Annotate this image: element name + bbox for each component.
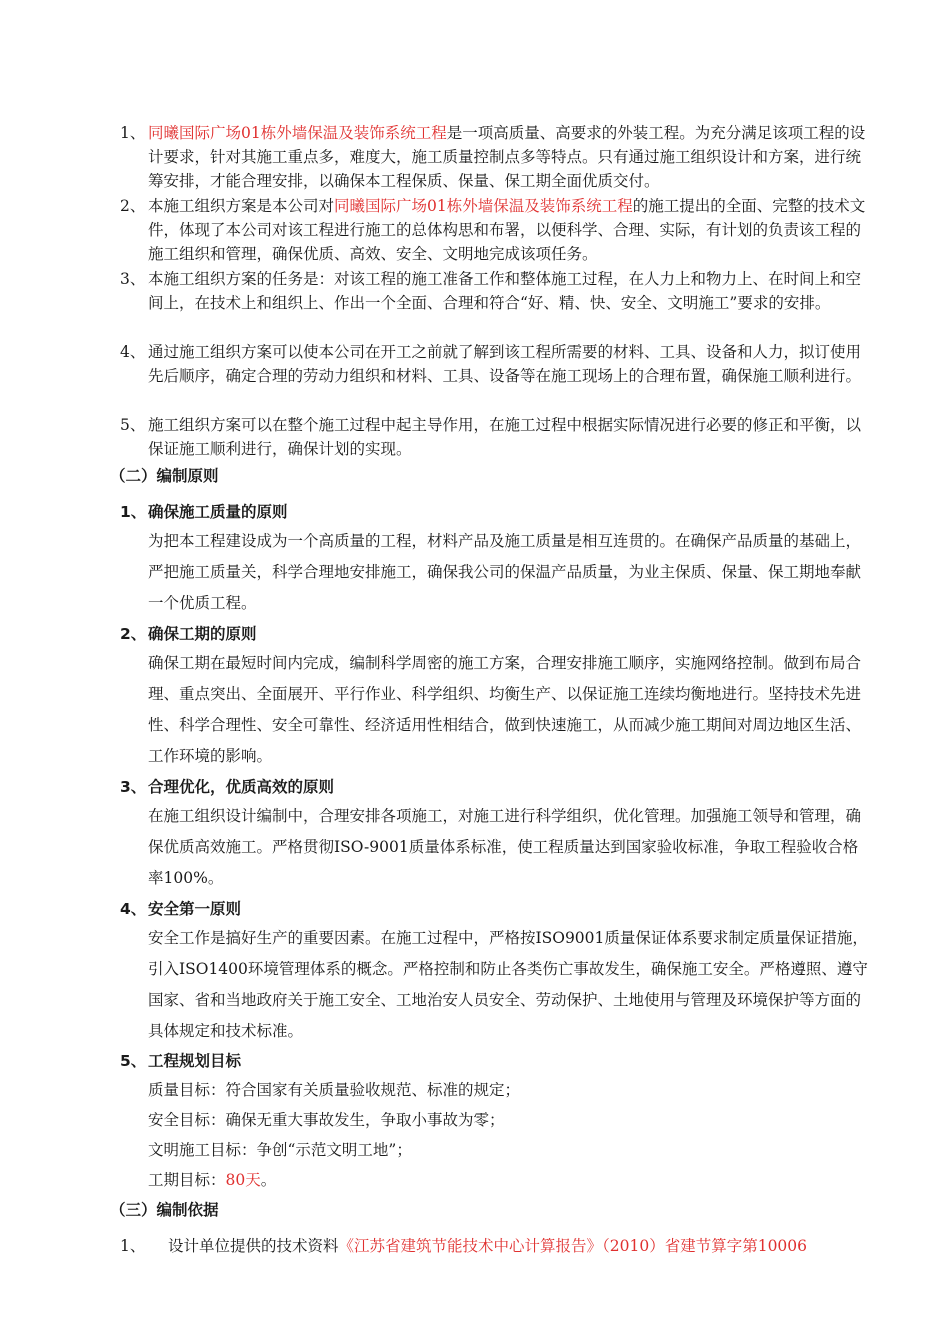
- section-heading-principles: （二）编制原则: [110, 467, 219, 485]
- principle-text-4: 安全工作是搞好生产的重要因素。在施工过程中，严格按ISO9001质量保证体系要求制定质量保证措施，引入ISO1400环境管理体系的概念。严格控制和防止各类伤亡事故发生，确保施工安全。严格遵照、遵守国家、省和当地政府关于施工安全、工地治安人员安全、劳动保护、土地使用与管理及环境保护等方面的具体规定和技术标准。: [148, 929, 868, 1040]
- principle-text-3: 在施工组织设计编制中，合理安排各项施工，对施工进行科学组织，优化管理。加强施工领导和管理，确保优质高效施工。严格贯彻ISO-9001质量体系标准，使工程质量达到国家验收标准，争取工程验收合格率100%。: [148, 807, 862, 887]
- schedule-goal: [148, 1168, 276, 1192]
- principle-title: 安全第一原则: [148, 900, 242, 918]
- item-text: 施工组织方案可以在整个施工过程中起主导作用，在施工过程中根据实际情况进行必要的修正和平衡，以保证施工顺利进行，确保计划的实现。: [148, 416, 862, 458]
- basis-item-1: [120, 1234, 807, 1258]
- item-text: 通过施工组织方案可以使本公司在开工之前就了解到该工程所需要的材料、工具、设备和人力，拟订使用先后顺序，确定合理的劳动力组织和材料、工具、设备等在施工现场上的合理布置，确保施工顺利进行。: [148, 343, 862, 385]
- list-item-5: [110, 413, 870, 461]
- principle-heading-4: [120, 897, 241, 921]
- list-item-3: [110, 267, 870, 315]
- item-text: 本施工组织方案的任务是：对该工程的施工准备工作和整体施工过程，在人力上和物力上、在时间上和空间上，在技术上和组织上、作出一个全面、合理和符合“好、精、快、安全、文明施工”要求的安排。: [148, 270, 862, 312]
- principle-text-2: 确保工期在最短时间内完成，编制科学周密的施工方案，合理安排施工顺序，实施网络控制。做到布局合理、重点突出、全面展开、平行作业、科学组织、均衡生产、以保证施工连续均衡地进行。坚持技术先进性、科学合理性、安全可靠性、经济适用性相结合，做到快速施工，从而减少施工期间对周边地区生活、工作环境的影响。: [148, 654, 862, 765]
- principle-number: 3、: [120, 778, 147, 796]
- quality-goal: 质量目标：符合国家有关质量验收规范、标准的规定；: [148, 1081, 521, 1099]
- principle-text-1: 为把本工程建设成为一个高质量的工程，材料产品及施工质量是相互连贯的。在确保产品质量的基础上，严把施工质量关，科学合理地安排施工，确保我公司的保温产品质量，为业主保质、保量、保工期地奉献一个优质工程。: [148, 532, 862, 612]
- principle-title: 确保工期的原则: [148, 625, 257, 643]
- principle-number: 4、: [120, 900, 147, 918]
- goals-title: 工程规划目标: [148, 1052, 242, 1070]
- item-text-post: 的施工提出的全面、完整的技术文件，体现了本公司对该工程进行施工的总体构思和布署，以便科学、合理、实际，有计划的负责该工程的施工组织和管理，确保优质、高效、安全、文明地完成该项任务。: [148, 197, 866, 263]
- section-heading-basis: （三）编制依据: [110, 1201, 219, 1219]
- item-text-pre: 本施工组织方案是本公司对: [148, 197, 335, 215]
- list-item-1: [110, 121, 870, 193]
- principle-title: 合理优化，优质高效的原则: [148, 778, 335, 796]
- principle-number: 1、: [120, 503, 147, 521]
- basis-text: 设计单位提供的技术资料: [168, 1237, 339, 1255]
- list-number: 3、: [120, 270, 146, 288]
- schedule-label: 工期目标：: [148, 1171, 226, 1189]
- principle-heading-2: [120, 622, 257, 646]
- schedule-end: 。: [260, 1171, 277, 1189]
- report-title-highlight: 《江苏省建筑节能技术中心计算报告》（2010）省建节算字第10006: [338, 1237, 808, 1255]
- safety-goal: 安全目标：确保无重大事故发生，争取小事故为零；: [148, 1111, 505, 1129]
- list-number: 5、: [120, 416, 146, 434]
- list-item-4: [110, 340, 870, 388]
- list-number: 1、: [120, 124, 146, 142]
- goals-heading: [120, 1049, 241, 1073]
- list-number: 4、: [120, 343, 146, 361]
- list-number: 2、: [120, 197, 146, 215]
- project-name-highlight: 同曦国际广场01栋外墙保温及装饰系统工程: [334, 197, 633, 215]
- civil-goal: 文明施工目标：争创“示范文明工地”；: [148, 1141, 412, 1159]
- schedule-value: 80天: [225, 1171, 261, 1189]
- principle-heading-1: [120, 500, 288, 524]
- principle-title: 确保施工质量的原则: [148, 503, 288, 521]
- principle-number: 2、: [120, 625, 147, 643]
- principle-heading-3: [120, 775, 334, 799]
- principle-number: 5、: [120, 1052, 147, 1070]
- basis-number: 1、: [120, 1237, 146, 1255]
- item-text-post: 是一项高质量、高要求的外装工程。为充分满足该项工程的设计要求，针对其施工重点多，难度大，施工质量控制点多等特点。只有通过施工组织设计和方案，进行统筹安排，才能合理安排，以确保本工程保质、保量、保工期全面优质交付。: [148, 124, 866, 190]
- list-item-2: [110, 194, 870, 266]
- project-name-highlight: 同曦国际广场01栋外墙保温及装饰系统工程: [148, 124, 447, 142]
